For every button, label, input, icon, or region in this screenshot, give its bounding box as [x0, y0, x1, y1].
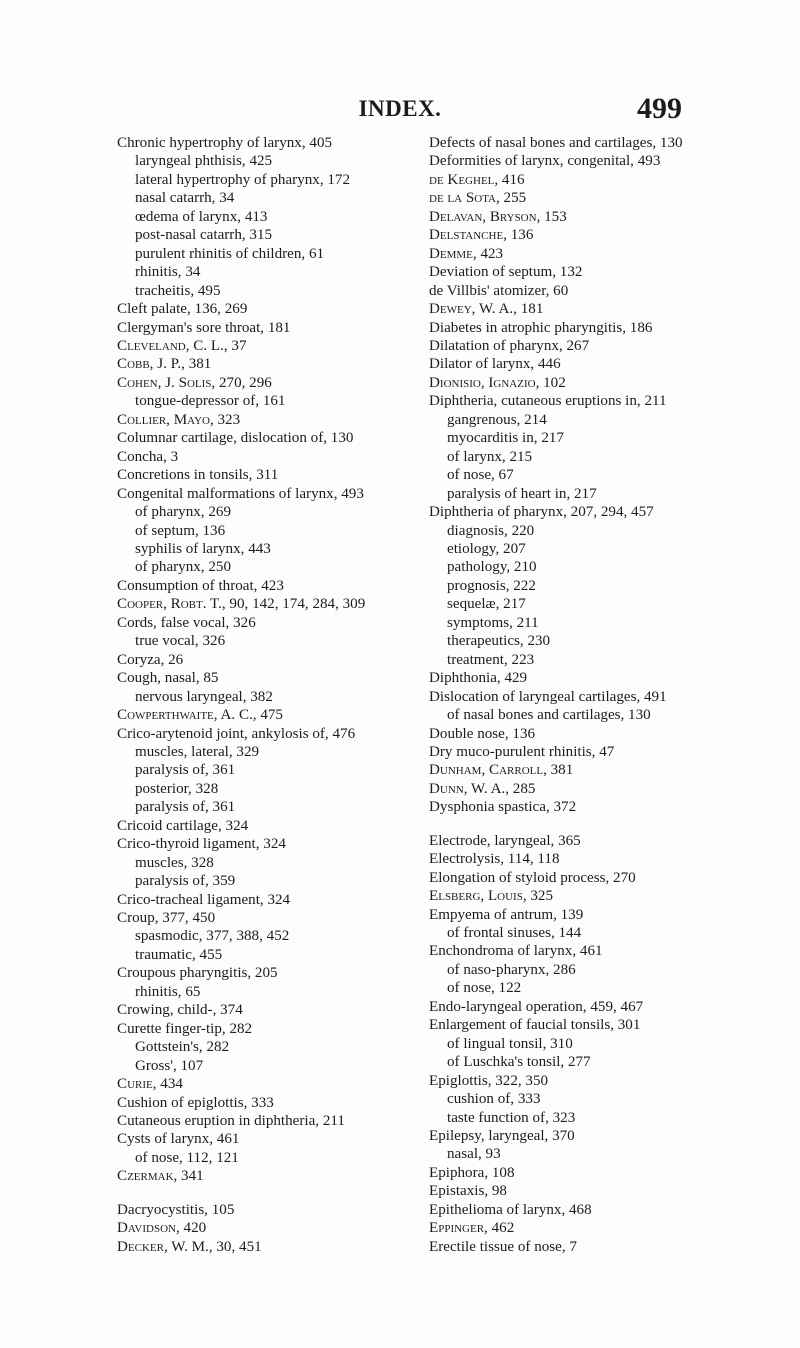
index-entry: Diphthonia, 429	[429, 670, 528, 687]
index-entry: Electrode, laryngeal, 365	[429, 832, 581, 849]
index-entry: Cutaneous eruption in diphtheria, 211	[117, 1113, 345, 1130]
index-entry: Concretions in tonsils, 311	[117, 467, 279, 484]
index-entry: Collier, Mayo, 323	[117, 411, 241, 428]
index-entry: Epiglottis, 322, 350	[429, 1072, 549, 1089]
index-subentry: treatment, 223	[447, 651, 535, 668]
index-subentry: of septum, 136	[135, 522, 226, 539]
index-subentry: œdema of larynx, 413	[135, 208, 268, 225]
index-entry: Clergyman's sore throat, 181	[117, 319, 291, 336]
index-entry: Columnar cartilage, dislocation of, 130	[117, 430, 354, 447]
index-entry: de Keghel, 416	[429, 171, 525, 188]
index-subentry: paralysis of, 361	[135, 762, 236, 779]
index-entry: Cowperthwaite, A. C., 475	[117, 707, 283, 724]
index-subentry: Gross', 107	[135, 1057, 204, 1074]
index-entry: Cords, false vocal, 326	[117, 614, 256, 631]
index-subentry: true vocal, 326	[135, 633, 226, 650]
index-entry: Eppinger, 462	[429, 1220, 515, 1237]
index-entry: Diphtheria of pharynx, 207, 294, 457	[429, 504, 654, 521]
index-entry: Dunn, W. A., 285	[429, 780, 536, 797]
index-entry: Dionisio, Ignazio, 102	[429, 374, 566, 391]
index-subentry: of nasal bones and cartilages, 130	[447, 707, 651, 724]
index-entry: Crico-tracheal ligament, 324	[117, 891, 291, 908]
index-subentry: rhinitis, 65	[135, 983, 201, 1000]
index-subentry: syphilis of larynx, 443	[135, 540, 271, 557]
index-entry: Croup, 377, 450	[117, 910, 216, 927]
index-entry: Chronic hypertrophy of larynx, 405	[117, 135, 333, 151]
index-entry: Congenital malformations of larynx, 493	[117, 485, 364, 502]
index-entry: Delavan, Bryson, 153	[429, 208, 567, 225]
index-entry: Deviation of septum, 132	[429, 264, 583, 281]
index-subentry: traumatic, 455	[135, 946, 223, 963]
index-entry: Croupous pharyngitis, 205	[117, 965, 278, 982]
page-number: 499	[637, 92, 682, 125]
index-entry: Crico-arytenoid joint, ankylosis of, 476	[117, 725, 356, 742]
index-subentry: posterior, 328	[135, 780, 219, 797]
index-subentry: symptoms, 211	[447, 614, 539, 631]
index-entry: Dilatation of pharynx, 267	[429, 337, 590, 354]
index-entry: Endo-laryngeal operation, 459, 467	[429, 998, 644, 1015]
index-entry: Double nose, 136	[429, 725, 536, 742]
index-entry: Curette finger-tip, 282	[117, 1020, 253, 1037]
index-entry: Dewey, W. A., 181	[429, 301, 544, 318]
index-entry: Epilepsy, laryngeal, 370	[429, 1128, 575, 1145]
index-entry: Dysphonia spastica, 372	[429, 799, 577, 816]
index-entry: Enlargement of faucial tonsils, 301	[429, 1017, 641, 1034]
index-subentry: muscles, 328	[135, 854, 214, 871]
index-subentry: of pharynx, 269	[135, 504, 231, 521]
index-entry: Cough, nasal, 85	[117, 670, 219, 687]
index-subentry: post-nasal catarrh, 315	[135, 227, 273, 244]
index-subentry: rhinitis, 34	[135, 264, 201, 281]
index-entry: Cleveland, C. L., 37	[117, 337, 247, 354]
index-entry: Crowing, child-, 374	[117, 1002, 243, 1019]
index-entry: de Villbis' atomizer, 60	[429, 282, 569, 299]
index-subentry: etiology, 207	[447, 540, 526, 557]
index-entry: Concha, 3	[117, 448, 179, 465]
index-subentry: of nose, 67	[447, 467, 514, 484]
index-subentry: tracheitis, 495	[135, 282, 221, 299]
index-subentry: nasal, 93	[447, 1146, 501, 1163]
index-entry: Cysts of larynx, 461	[117, 1131, 240, 1148]
index-subentry: of naso-pharynx, 286	[447, 961, 576, 978]
index-subentry: paralysis of heart in, 217	[447, 485, 597, 502]
index-entry: Coryza, 26	[117, 651, 184, 668]
index-subentry: cushion of, 333	[447, 1091, 541, 1108]
index-entry: Curie, 434	[117, 1076, 183, 1093]
index-subentry: laryngeal phthisis, 425	[135, 153, 273, 170]
index-subentry: muscles, lateral, 329	[135, 743, 260, 760]
index-subentry: myocarditis in, 217	[447, 430, 564, 447]
index-subentry: purulent rhinitis of children, 61	[135, 245, 325, 262]
index-subentry: nervous laryngeal, 382	[135, 688, 273, 705]
index-entry: Crico-thyroid ligament, 324	[117, 836, 286, 853]
index-entry: Epiphora, 108	[429, 1164, 515, 1181]
index-entry: Cleft palate, 136, 269	[117, 301, 248, 318]
index-subentry: prognosis, 222	[447, 577, 536, 594]
index-entry: Davidson, 420	[117, 1220, 207, 1237]
index-subentry: pathology, 210	[447, 559, 537, 576]
index-entry: Cohen, J. Solis, 270, 296	[117, 374, 272, 391]
index-entry: Elongation of styloid process, 270	[429, 869, 636, 886]
index-subentry: of Luschka's tonsil, 277	[447, 1054, 591, 1071]
index-entry: Erectile tissue of nose, 7	[429, 1238, 577, 1255]
index-subentry: tongue-depressor of, 161	[135, 393, 286, 410]
index-entry: Epithelioma of larynx, 468	[429, 1201, 592, 1218]
index-column-right	[429, 134, 729, 1256]
page-header	[0, 0, 800, 140]
index-subentry: of lingual tonsil, 310	[447, 1035, 573, 1052]
index-subentry: of nose, 112, 121	[135, 1149, 239, 1166]
index-subentry: paralysis of, 361	[135, 799, 236, 816]
index-entry: Dunham, Carroll, 381	[429, 762, 574, 779]
index-subentry: paralysis of, 359	[135, 873, 236, 890]
index-entry: Delstanche, 136	[429, 227, 534, 244]
index-subentry: gangrenous, 214	[447, 411, 547, 428]
index-entry: Defects of nasal bones and cartilages, 130	[429, 135, 683, 151]
index-entry: Enchondroma of larynx, 461	[429, 943, 603, 960]
index-subentry: Gottstein's, 282	[135, 1039, 230, 1056]
index-entry: Deformities of larynx, congenital, 493	[429, 153, 661, 170]
index-entry: Consumption of throat, 423	[117, 577, 284, 594]
index-subentry: therapeutics, 230	[447, 633, 551, 650]
index-subentry: lateral hypertrophy of pharynx, 172	[135, 171, 351, 188]
index-entry: Diabetes in atrophic pharyngitis, 186	[429, 319, 653, 336]
index-subentry: of pharynx, 250	[135, 559, 231, 576]
index-entry: Dacryocystitis, 105	[117, 1201, 235, 1218]
index-entry: Dislocation of laryngeal cartilages, 491	[429, 688, 667, 705]
index-entry: Cobb, J. P., 381	[117, 356, 212, 373]
index-entry: Dilator of larynx, 446	[429, 356, 561, 373]
index-entry: Cooper, Robt. T., 90, 142, 174, 284, 309	[117, 596, 366, 613]
index-subentry: diagnosis, 220	[447, 522, 535, 539]
index-entry: Elsberg, Louis, 325	[429, 888, 554, 905]
index-entry: Diphtheria, cutaneous eruptions in, 211	[429, 393, 667, 410]
index-subentry: sequelæ, 217	[447, 596, 526, 613]
index-entry: Electrolysis, 114, 118	[429, 851, 560, 868]
index-subentry: of larynx, 215	[447, 448, 533, 465]
index-entry: Czermak, 341	[117, 1168, 204, 1185]
running-title: INDEX.	[358, 96, 442, 121]
index-entry: Dry muco-purulent rhinitis, 47	[429, 743, 615, 760]
index-entry: Demme, 423	[429, 245, 504, 262]
index-subentry: of frontal sinuses, 144	[447, 925, 582, 942]
index-subentry: nasal catarrh, 34	[135, 190, 235, 207]
index-column-left	[117, 134, 417, 1256]
index-entry: Cricoid cartilage, 324	[117, 817, 249, 834]
index-entry: Epistaxis, 98	[429, 1183, 507, 1200]
index-subentry: spasmodic, 377, 388, 452	[135, 928, 290, 945]
index-entry: Decker, W. M., 30, 451	[117, 1238, 262, 1255]
index-subentry: of nose, 122	[447, 980, 522, 997]
index-entry: Empyema of antrum, 139	[429, 906, 584, 923]
index-entry: de la Sota, 255	[429, 190, 527, 207]
index-subentry: taste function of, 323	[447, 1109, 576, 1126]
index-entry: Cushion of epiglottis, 333	[117, 1094, 274, 1111]
